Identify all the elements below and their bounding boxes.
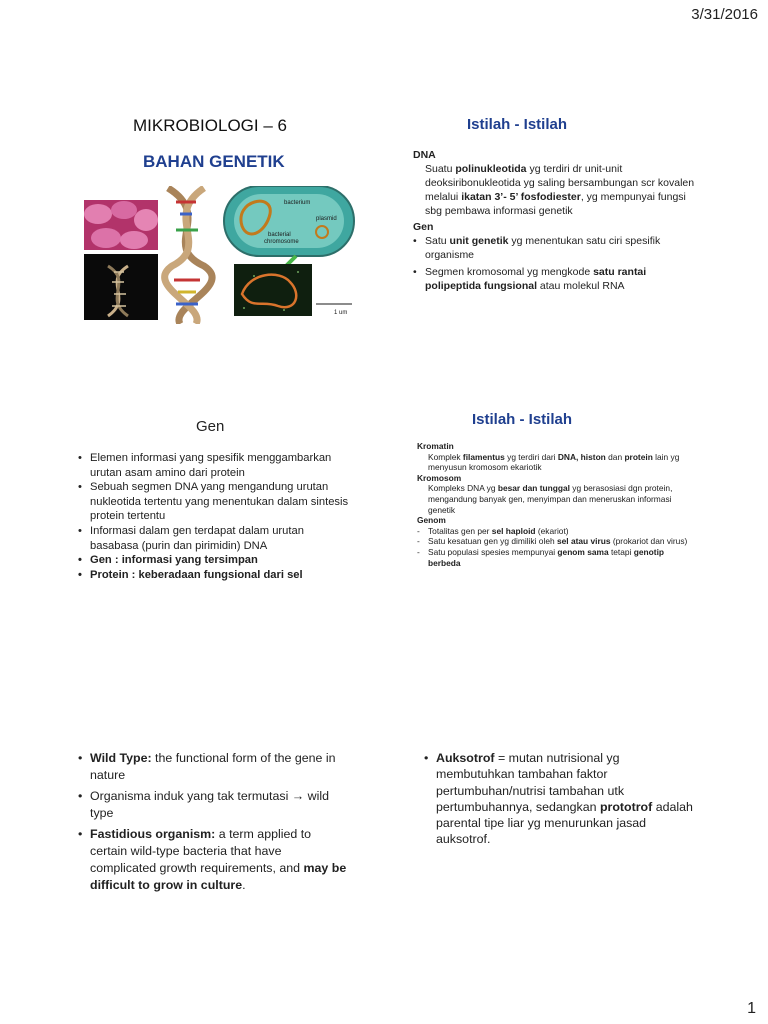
slide3-list [78,451,353,582]
slide5-list [78,750,350,894]
slide2-title: Istilah - Istilah [467,116,568,133]
text: yg terdiri dr unit-unit deoksiribonukleotida yg saling bersambungan scr kovalen melalui [425,163,695,203]
slide4-title: Istilah - Istilah [472,411,573,428]
text: (ekariot) [535,525,569,536]
dna-heading: DNA [413,149,436,161]
text: Komplek [428,451,463,462]
genom-list [417,526,697,568]
list-item-bold: • Gen : informasi yang tersimpan [78,553,353,568]
print-date: 3/31/2016 [691,6,758,23]
list-item-bold: • Protein : keberadaan fungsional dari sel [78,568,353,583]
list-item [78,826,350,894]
gen-heading: Gen [413,221,434,233]
text-bold: may be difficult to grow in culture [90,861,347,892]
double-helix [165,188,212,324]
label-bacterium: bacterium [284,200,311,206]
scale-bar-label: 1 um [334,310,348,316]
text-bold: besar dan tunggal [497,483,570,494]
text: Totalitas gen per [428,525,492,536]
list-item [78,750,350,784]
gen-list [413,234,703,293]
text-bold: protein [624,451,653,462]
list-item [424,750,696,848]
text-bold: Auksotrof [436,751,495,765]
text: . [242,878,246,892]
text-bold: genom sama [557,546,609,557]
label-chromosome-2: chromosome [264,239,299,245]
kromatin-heading: Kromatin [417,441,454,451]
text-bold: sel atau virus [556,536,611,547]
label-chromosome-1: bacterial [268,232,291,238]
list-item: • Elemen informasi yang spesifik menggambarkan urutan asam amino dari protein [78,451,353,480]
list-item [417,547,697,568]
slide1-subtitle: BAHAN GENETIK [143,152,285,171]
list-item: • Informasi dalam gen terdapat dalam urutan basabasa (purin dan pirimidin) DNA [78,524,353,553]
text: Segmen kromosomal yg mengkode [425,266,594,278]
text-bold: genotip berbeda [428,546,665,568]
list-item [417,536,697,547]
text: lain yg menyusun kromosom ekariotik [428,451,680,473]
chromosome-micrograph [234,264,312,316]
dna-model-photo [84,254,158,320]
arrow-icon: → [291,789,305,803]
text: yg berasosiasi dgn protein, mengandung banyak gen, menyimpan dan meneruskan informasi genetik [428,483,673,515]
kromosom-heading: Kromosom [417,472,462,483]
cell-micrograph [84,200,158,250]
slide4-body [417,441,697,568]
text: Suatu [425,163,456,175]
text: Satu kesatuan gen yg dimiliki oleh [428,536,557,547]
slide2-body [413,148,703,293]
text: the functional form of the gene in nature [90,751,336,782]
text: yg menentukan satu ciri spesifik organisme [425,235,661,261]
text: Organisma induk yang tak termutasi [90,789,292,803]
list-item: • Sebuah segmen DNA yang mengandung urutan nukleotida tertentu yang menentukan dalam sintesis protein tertentu [78,480,353,524]
text: adalah parental tipe liar yg menurunkan jasad auksotrof. [436,799,693,847]
text: atau molekul RNA [537,280,625,292]
text: , yg mempunyai fungsi sbg pembawa informasi genetik [425,191,686,217]
text-bold: Wild Type: [90,751,152,765]
text: dan [605,451,625,462]
text-bold: DNA, histon [557,451,606,462]
page-number: 1 [747,1000,756,1017]
text-bold: filamentus [462,451,505,462]
genom-heading: Genom [417,515,446,526]
text: Satu [425,235,450,247]
kromatin-definition [417,452,697,473]
text: Satu populasi spesies mempunyai [428,546,558,557]
text: a term applied to certain wild-type bacteria that have complicated growth requirements, and [90,827,312,875]
text-bold: unit genetik [449,235,509,247]
text: wild type [90,789,329,820]
text: Kompleks DNA yg [428,483,498,494]
text: yg terdiri dari [504,451,558,462]
text-bold: prototrof [599,799,653,814]
text: tetapi [608,546,634,557]
text-bold: satu rantai polipeptida fungsional [425,266,647,292]
list-item [78,788,350,822]
list-item [413,234,703,262]
text-bold: polinukleotida [455,163,527,175]
slide3-title: Gen [196,418,225,435]
dna-definition [413,162,703,218]
text-bold: Fastidious organism: [90,827,216,841]
slide6-list [424,750,696,848]
label-plasmid: plasmid [316,216,337,222]
kromosom-definition [417,483,697,515]
text: (prokariot dan virus) [610,536,688,547]
text-bold: sel haploid [491,525,536,536]
genetics-figure [84,186,356,324]
slide1-title: MIKROBIOLOGI – 6 [133,116,287,135]
list-item [417,526,697,537]
text: = mutan nutrisional yg membutuhkan tambahan faktor pertumbuhan/nutrisi tambahan utk pertumbuhannya, sedangkan [436,751,625,814]
list-item [413,265,703,293]
text-bold: ikatan 3’- 5’ fosfodiester [461,191,581,203]
